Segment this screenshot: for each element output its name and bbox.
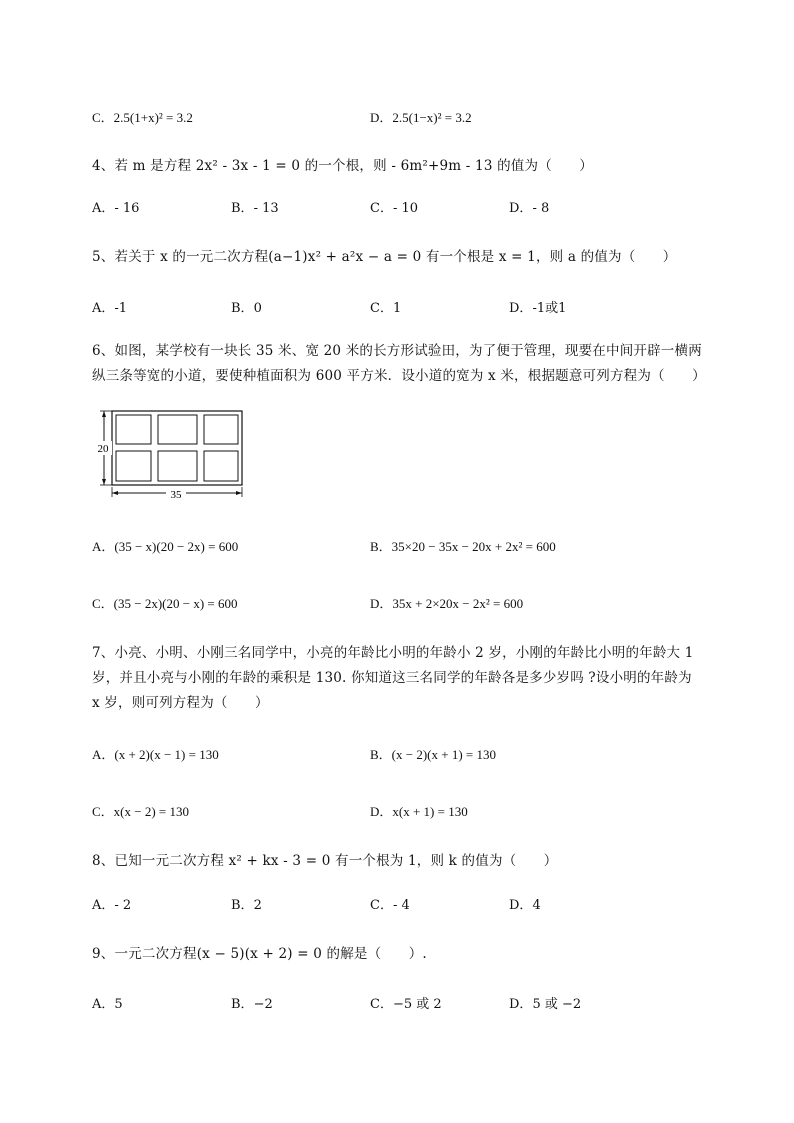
q6-option-d: D．35x + 2×20x − 2x² = 600: [370, 596, 524, 611]
q7-option-d: D．x(x + 1) = 130: [370, 804, 468, 819]
q6-field-figure: [92, 405, 252, 505]
q6-option-b: B．35×20 − 35x − 20x + 2x² = 600: [370, 539, 556, 554]
q8-option-c: C．- 4: [370, 898, 410, 913]
q9-option-d: D．5 或 −2: [509, 997, 582, 1012]
q4-stem: 4、若 m 是方程 2x² - 3x - 1 = 0 的一个根，则 - 6m²+9m - 13 的值为（ ）: [92, 158, 593, 174]
q6-stem-line-1: 6、如图，某学校有一块长 35 米、宽 20 米的长方形试验田，为了便于管理，现要在中间开辟一横两: [92, 343, 702, 359]
q5-option-b: B．0: [231, 301, 262, 316]
q7-stem-line-1: 7、小亮、小明、小刚三名同学中，小亮的年龄比小明的年龄小 2 岁，小刚的年龄比小明的年龄大 1: [92, 645, 694, 661]
q5-option-a: A．-1: [92, 301, 128, 316]
q7-stem-line-2: 岁，并且小亮与小刚的年龄的乘积是 130. 你知道这三名同学的年龄各是多少岁吗 ?设小明的年龄为: [92, 670, 692, 686]
q5-stem: 5、若关于 x 的一元二次方程(a−1)x² + a²x − a = 0 有一个根是 x = 1，则 a 的值为（ ）: [92, 249, 677, 265]
q4-option-b: B．- 13: [231, 201, 279, 216]
q6-stem-line-2: 纵三条等宽的小道，要使种植面积为 600 平方米．设小道的宽为 x 米，根据题意可列方程为（ ）: [92, 368, 706, 384]
q9-option-a: A．5: [92, 997, 123, 1012]
q7-option-c: C．x(x − 2) = 130: [92, 804, 189, 819]
plot-3: [204, 415, 238, 444]
q6-option-c: C．(35 − 2x)(20 − x) = 600: [92, 596, 238, 611]
q9-option-b: B．−2: [231, 997, 273, 1012]
q3-option-d: D．2.5(1−x)² = 3.2: [370, 110, 472, 125]
q4-option-c: C．- 10: [370, 201, 419, 216]
q9-stem: 9、一元二次方程(x − 5)(x + 2) = 0 的解是（ ）.: [92, 946, 427, 962]
plot-2: [158, 415, 197, 444]
field-outline: [112, 411, 242, 485]
q3-option-c: C．2.5(1+x)² = 3.2: [92, 110, 193, 125]
plot-1: [116, 415, 151, 444]
q8-option-b: B．2: [231, 898, 262, 913]
plot-5: [158, 451, 197, 481]
q4-option-d: D．- 8: [509, 201, 550, 216]
height-label: 20: [97, 443, 109, 455]
q5-option-d: D．-1或1: [509, 301, 567, 316]
q7-stem-line-3: x 岁，则可列方程为（ ）: [92, 695, 269, 711]
q5-option-c: C．1: [370, 301, 402, 316]
q7-option-a: A．(x + 2)(x − 1) = 130: [92, 747, 219, 762]
q6-option-a: A．(35 − x)(20 − 2x) = 600: [92, 539, 239, 554]
q8-option-a: A．- 2: [92, 898, 132, 913]
q4-option-a: A．- 16: [92, 201, 140, 216]
q7-option-b: B．(x − 2)(x + 1) = 130: [370, 747, 496, 762]
plot-4: [116, 451, 151, 481]
q8-stem: 8、已知一元二次方程 x² + kx - 3 = 0 有一个根为 1，则 k 的值为（ ）: [92, 853, 558, 869]
plot-6: [204, 451, 238, 481]
q9-option-c: C．−5 或 2: [370, 997, 442, 1012]
width-label: 35: [170, 489, 182, 501]
q8-option-d: D．4: [509, 898, 541, 913]
